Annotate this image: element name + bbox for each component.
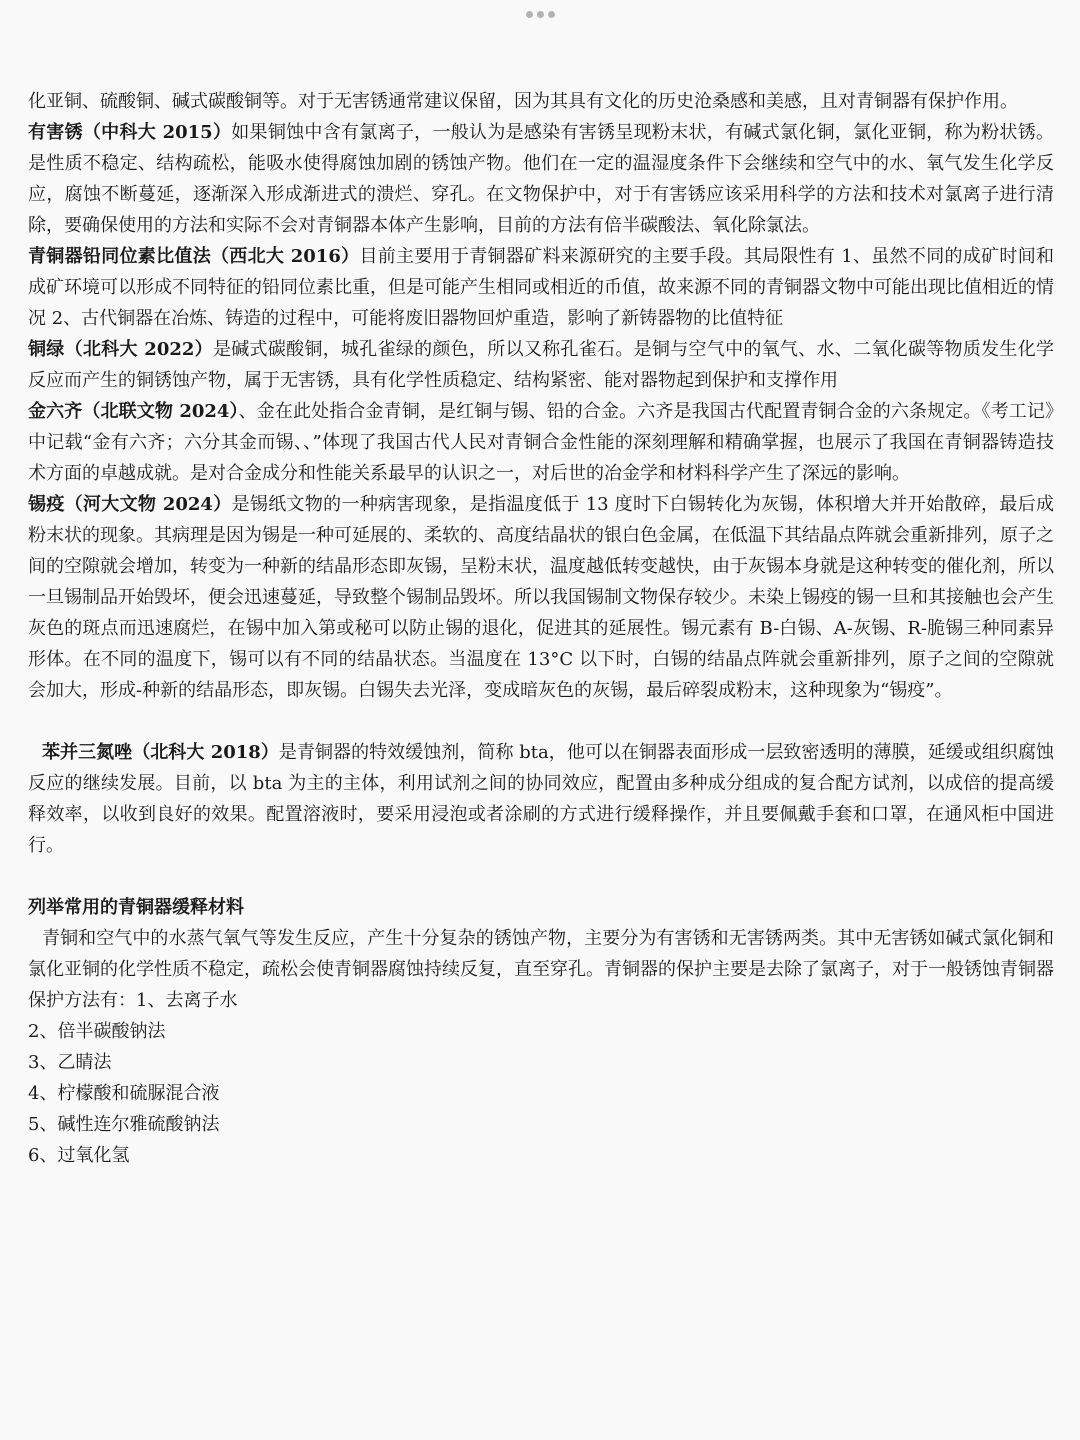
entry-body: 、金在此处指合金青铜，是红铜与锡、铅的合金。六齐是我国古代配置青铜合金的六条规定。《考工记》中记载“金有六齐；六分其金而锡、、”体现了我国古代人民对青铜合金性能的深刻理解和精确掌握，也展示了我国在青铜器铸造技术方面的卓越成就。是对合金成分和性能关系最早的认识之一，对后世的冶金学和材料科学产生了深远的影响。 xyxy=(28,401,1054,484)
list-item: 5、碱性连尔雅硫酸钠法 xyxy=(28,1114,220,1135)
entry-tin-pest xyxy=(28,489,1054,706)
dot xyxy=(548,11,555,18)
entry-harmful-rust xyxy=(28,117,1054,241)
entry-term: 锡疫（河大文物 2024） xyxy=(28,494,232,515)
entry-bta xyxy=(28,737,1054,861)
section-intro: 青铜和空气中的水蒸气氧气等发生反应，产生十分复杂的锈蚀产物，主要分为有害锈和无害锈两类。其中无害锈如碱式氯化铜和氯化亚铜的化学性质不稳定，疏松会使青铜器腐蚀持续反复，直至穿孔。青铜器的保护主要是去除了氯离子，对于一般锈蚀青铜器保护方法有：1、去离子水 xyxy=(28,928,1054,1011)
entry-term: 铜绿（北科大 2022） xyxy=(28,339,213,360)
top-bar xyxy=(0,0,1080,28)
section-title: 列举常用的青铜器缓释材料 xyxy=(28,897,244,918)
list-item: 3、乙睛法 xyxy=(28,1052,112,1073)
list-item: 6、过氧化氢 xyxy=(28,1145,130,1166)
entry-body: 如果铜蚀中含有氯离子，一般认为是感染有害锈呈现粉末状，有碱式氯化铜，氯化亚铜，称为粉状锈。是性质不稳定、结构疏松，能吸水使得腐蚀加剧的锈蚀产物。他们在一定的温湿度条件下会继续和空气中的水、氧气发生化学反应，腐蚀不断蔓延，逐渐深入形成渐进式的溃烂、穿孔。在文物保护中，对于有害锈应该采用科学的方法和技术对氯离子进行清除，要确保使用的方法和实际不会对青铜器本体产生影响，目前的方法有倍半碳酸法、氧化除氯法。 xyxy=(28,122,1054,236)
list-item: 4、柠檬酸和硫脲混合液 xyxy=(28,1083,220,1104)
entry-lead-isotope xyxy=(28,241,1054,334)
entry-term: 有害锈（中科大 2015） xyxy=(28,122,232,143)
spacer xyxy=(28,861,1054,892)
paragraph-continuation xyxy=(28,86,1054,117)
entry-body: 是碱式碳酸铜，城孔雀绿的颜色，所以又称孔雀石。是铜与空气中的氧气、水、二氧化碳等物质发生化学反应而产生的铜锈蚀产物，属于无害锈，具有化学性质稳定、结构紧密、能对器物起到保护和支撑作用 xyxy=(28,339,1054,391)
spacer xyxy=(28,706,1054,737)
paragraph-body: 化亚铜、硫酸铜、碱式碳酸铜等。对于无害锈通常建议保留，因为其具有文化的历史沧桑感和美感，且对青铜器有保护作用。 xyxy=(28,91,1018,112)
entry-six-alloys xyxy=(28,396,1054,489)
entry-term: 青铜器铅同位素比值法（西北大 2016） xyxy=(28,246,360,267)
entry-body: 是锡纸文物的一种病害现象，是指温度低于 13 度时下白锡转化为灰锡，体积增大并开始散碎，最后成粉末状的现象。其病理是因为锡是一种可延展的、柔软的、高度结晶状的银白色金属，在低温下其结晶点阵就会重新排列，原子之间的空隙就会增加，转变为一种新的结晶形态即灰锡，呈粉末状，温度越低转变越快，由于灰锡本身就是这种转变的催化剂，所以一旦锡制品开始毁坏，便会迅速蔓延，导致整个锡制品毁坏。所以我国锡制文物保存较少。未染上锡疫的锡一旦和其接触也会产生灰色的斑点而迅速腐烂，在锡中加入第或秘可以防止锡的退化，促进其的延展性。锡元素有 B-白锡、A-灰锡、R-脆锡三种同素异形体。在不同的温度下，锡可以有不同的结晶状态。当温度在 13°C 以下时，白锡的结晶点阵就会重新排列，原子之间的空隙就会加大，形成-种新的结晶形态，即灰锡。白锡失去光泽，变成暗灰色的灰锡，最后碎裂成粉末，这种现象为“锡疫”。 xyxy=(28,494,1055,701)
document-page xyxy=(28,86,1054,1171)
dot xyxy=(526,11,533,18)
more-options-icon[interactable] xyxy=(526,11,555,18)
list-item: 2、倍半碳酸钠法 xyxy=(28,1021,166,1042)
entry-body: 是青铜器的特效缓蚀剂，简称 bta，他可以在铜器表面形成一层致密透明的薄膜，延缓或组织腐蚀反应的继续发展。目前，以 bta 为主的主体，利用试剂之间的协同效应，配置由多种成分组成的复合配方试剂，以成倍的提高缓释效率，以收到良好的效果。配置溶液时，要采用浸泡或者涂刷的方式进行缓释操作，并且要佩戴手套和口罩，在通风柜中国进行。 xyxy=(28,742,1054,856)
entry-verdigris xyxy=(28,334,1054,396)
entry-body: 目前主要用于青铜器矿料来源研究的主要手段。其局限性有 1、虽然不同的成矿时间和成矿环境可以形成不同特征的铅同位素比重，但是可能产生相同或相近的币值，故来源不同的青铜器文物中可能出现比值相近的情况 2、古代铜器在冶炼、铸造的过程中，可能将废旧器物回炉重造，影响了新铸器物的比值特征 xyxy=(28,246,1054,329)
entry-term: 金六齐（北联文物 2024） xyxy=(28,401,239,422)
dot xyxy=(537,11,544,18)
entry-term: 苯并三氮唑（北科大 2018） xyxy=(42,742,279,763)
